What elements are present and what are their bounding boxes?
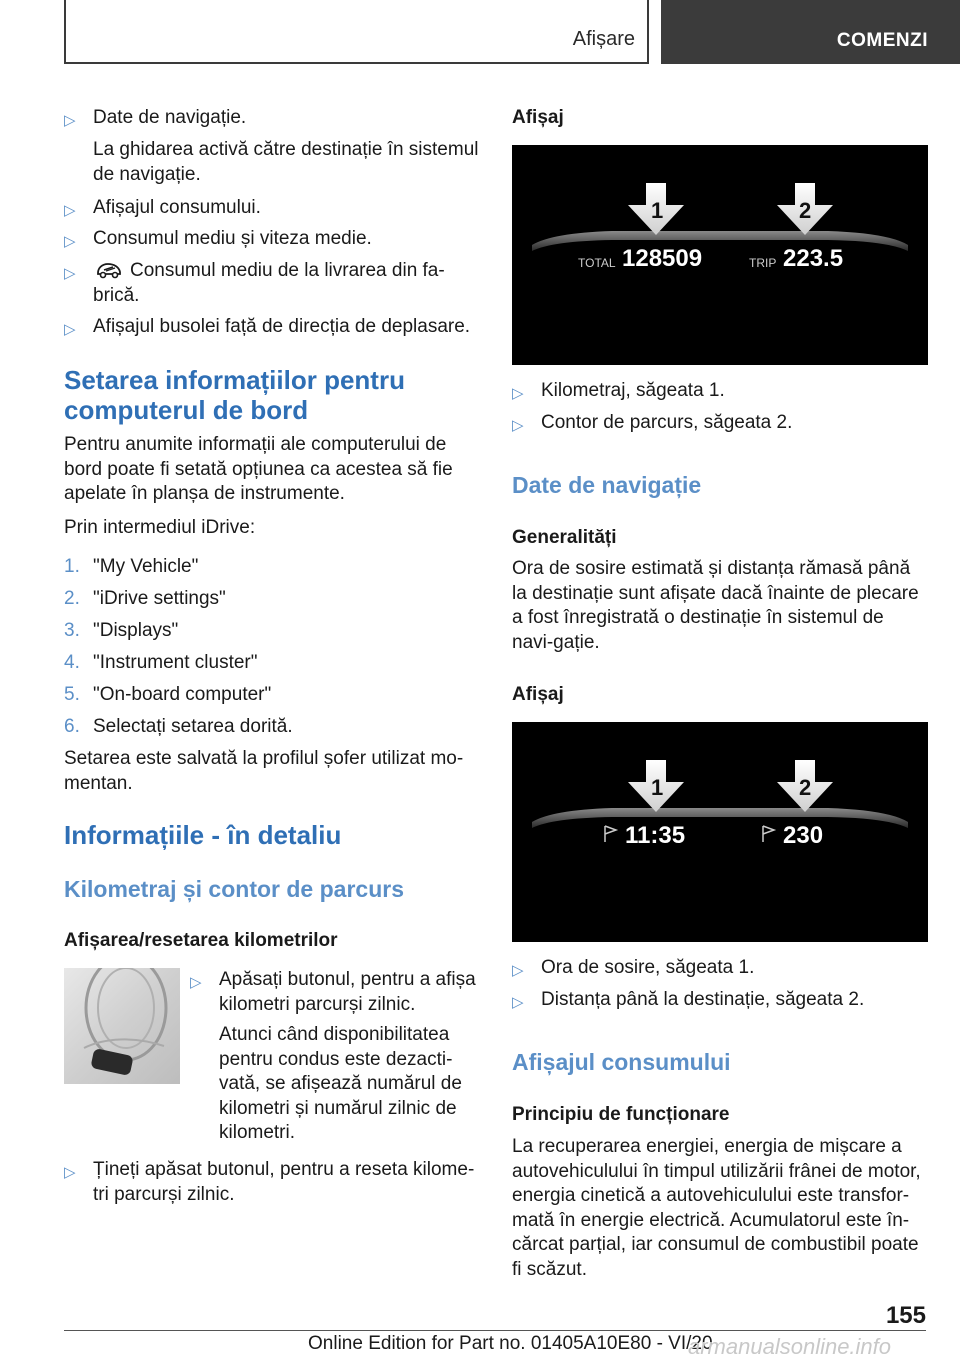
- bullet-triangle-icon: ▷: [64, 233, 76, 250]
- trip-label: TRIP: [749, 256, 777, 270]
- distance-value: 230: [783, 822, 824, 849]
- step-text: Selectați setarea dorită.: [93, 716, 293, 737]
- step-number: 2.: [64, 588, 80, 609]
- subsection-heading: Date de navigație: [512, 472, 702, 498]
- section-heading: Informațiile - în detaliu: [64, 820, 342, 850]
- header-section-title: Afișare: [572, 28, 635, 50]
- via-idrive-text: Prin intermediul iDrive:: [64, 517, 256, 538]
- total-value: 128509: [622, 245, 703, 272]
- intro-paragraph: Pentru anumite informații ale computerului de bord poate fi setată opțiunea ca acestea să fie apelate în planșa de instrumente.: [64, 434, 453, 504]
- bullet-text: Ora de sosire, săgeata 1.: [541, 957, 755, 978]
- navigation-display-image: [512, 722, 928, 942]
- step-text: "Instrument cluster": [93, 652, 258, 673]
- header-chapter-title: COMENZI: [836, 30, 928, 51]
- step-number: 6.: [64, 716, 80, 737]
- step-number: 3.: [64, 620, 80, 641]
- subsection-heading: Afișajul consumului: [512, 1049, 731, 1075]
- topic-heading: Afișarea/resetarea kilometrilor: [64, 930, 338, 951]
- step-text: "iDrive settings": [93, 588, 226, 609]
- bullet-text: Consumul mediu și viteza medie.: [93, 228, 372, 249]
- step-number: 4.: [64, 652, 80, 673]
- bullet-text: Afișajul busolei față de direcția de deplasare.: [93, 316, 471, 337]
- bullet-triangle-icon: ▷: [64, 265, 76, 282]
- bullet-triangle-icon: ▷: [512, 962, 524, 979]
- arrow-label-1: 1: [651, 198, 664, 223]
- bullet-triangle-icon: ▷: [512, 417, 524, 434]
- arrow-label-2: 2: [799, 775, 812, 800]
- bullet-text: Date de navigație.: [93, 107, 247, 128]
- bullet-subtext: Atunci când disponibilitatea pentru condus este dezacti-vată, se afișează numărul de kilometri și numărul zilnic de kilometri.: [219, 1024, 462, 1143]
- bullet-text: Consumul mediu de la livrarea din fa-brică.: [93, 260, 445, 306]
- bullet-text: Țineți apăsat butonul, pentru a reseta kilome-tri parcurși zilnic.: [93, 1159, 475, 1205]
- step-text: "My Vehicle": [93, 556, 199, 577]
- bullet-triangle-icon: ▷: [512, 385, 524, 402]
- header-chapter-box: [661, 0, 960, 64]
- arrow-label-2: 2: [799, 198, 812, 223]
- step-text: "Displays": [93, 620, 179, 641]
- total-label: TOTAL: [578, 256, 616, 270]
- footer-divider: [64, 1330, 926, 1331]
- trip-reset-button-photo: [64, 968, 180, 1084]
- page-number: 155: [885, 1302, 926, 1329]
- bullet-triangle-icon: ▷: [64, 112, 76, 129]
- edition-text: Online Edition for Part no. 01405A10E80 - VI/20: [308, 1333, 713, 1354]
- bullet-triangle-icon: ▷: [64, 202, 76, 219]
- bullet-triangle-icon: ▷: [64, 321, 76, 338]
- step-text: "On-board computer": [93, 684, 272, 705]
- bullet-text: Kilometraj, săgeata 1.: [541, 380, 725, 401]
- bullet-triangle-icon: ▷: [512, 994, 524, 1011]
- bullet-text: Contor de parcurs, săgeata 2.: [541, 412, 793, 433]
- topic-heading: Principiu de funcționare: [512, 1104, 730, 1125]
- watermark: armanualsonline.info: [688, 1334, 892, 1359]
- trip-value: 223.5: [783, 245, 844, 272]
- bullet-text: Afișajul consumului.: [93, 197, 261, 218]
- header-section-box: [64, 0, 649, 64]
- bullet-text: Apăsați butonul, pentru a afișa kilometri parcurși zilnic.: [219, 969, 476, 1015]
- topic-heading: Generalități: [512, 527, 617, 548]
- arrival-time-value: 11:35: [625, 822, 686, 849]
- step-number: 5.: [64, 684, 80, 705]
- subsection-heading: Kilometraj și contor de parcurs: [64, 876, 404, 902]
- bullet-subtext: La ghidarea activă către destinație în sistemul de navigație.: [93, 139, 479, 185]
- bullet-text: Distanța până la destinație, săgeata 2.: [541, 989, 865, 1010]
- bullet-triangle-icon: ▷: [64, 1164, 76, 1181]
- saved-note: Setarea este salvată la profilul șofer utilizat mo-mentan.: [64, 748, 464, 794]
- general-paragraph: Ora de sosire estimată și distanța rămasă până la destinație sunt afișate dacă înainte de plecare a fost înregistrată o destinație în sistemul de navi-gație.: [512, 558, 919, 653]
- section-heading: Setarea informațiilor pentru computerul de bord: [64, 365, 405, 425]
- display-heading: Afișaj: [512, 684, 564, 705]
- bullet-triangle-icon: ▷: [190, 974, 202, 991]
- arrow-label-1: 1: [651, 775, 664, 800]
- odometer-display-image: [512, 145, 928, 365]
- display-heading: Afișaj: [512, 107, 564, 128]
- principle-paragraph: La recuperarea energiei, energia de mișcare a autovehiculului în timpul utilizării frânei de motor, energia cinetică a autovehiculului este transfor-mată în energie electrică. Acumulatorul este în-cărcat parțial, iar consumul de combustibil poate fi scăzut.: [512, 1136, 921, 1280]
- step-number: 1.: [64, 556, 80, 577]
